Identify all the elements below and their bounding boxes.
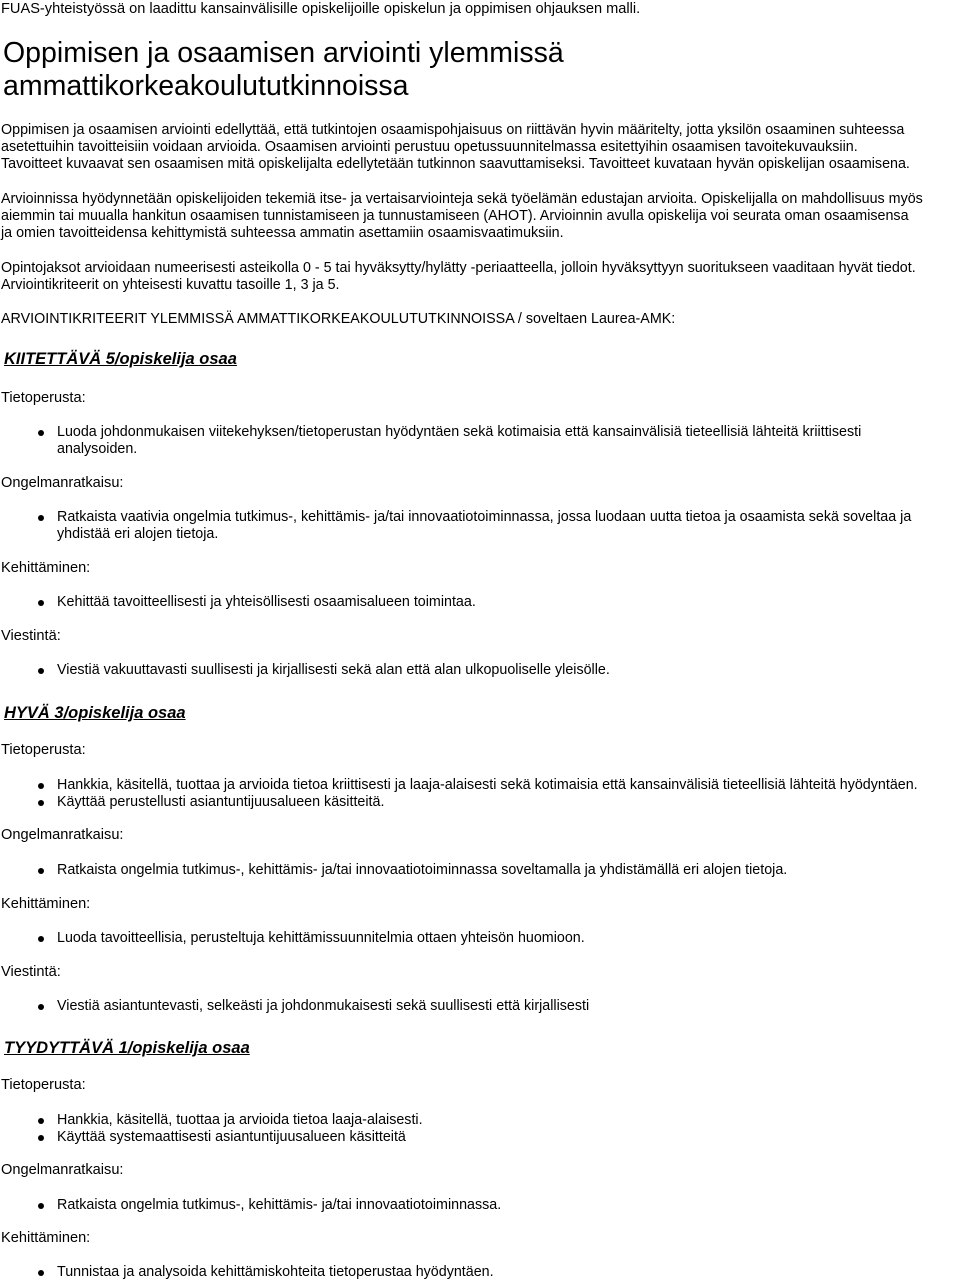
criteria-heading: ARVIOINTIKRITEERIT YLEMMISSÄ AMMATTIKORKEAKOULUTUTKINNOISSA / soveltaen Laurea-AMK: bbox=[1, 311, 676, 327]
list-item: Käyttää perustellusti asiantuntijuusalueen käsitteitä. bbox=[57, 794, 385, 810]
bullet-icon bbox=[38, 936, 44, 942]
list-item: Käyttää systemaattisesti asiantuntijuusalueen käsitteitä bbox=[57, 1129, 406, 1145]
bullet-icon bbox=[38, 600, 44, 606]
list-item: Viestiä asiantuntevasti, selkeästi ja johdonmukaisesti sekä suullisesti että kirjallisesti bbox=[57, 998, 590, 1014]
bullet-icon bbox=[38, 515, 44, 521]
list-item: Kehittää tavoitteellisesti ja yhteisöllisesti osaamisalueen toimintaa. bbox=[57, 594, 476, 610]
group-label: Ongelmanratkaisu: bbox=[1, 1162, 124, 1178]
group-label: Viestintä: bbox=[1, 964, 61, 980]
bullet-icon bbox=[38, 430, 44, 436]
bullet-icon bbox=[38, 1203, 44, 1209]
group-label: Ongelmanratkaisu: bbox=[1, 475, 124, 491]
page-title bbox=[3, 37, 903, 103]
list-item: Luoda tavoitteellisia, perusteltuja kehittämissuunnitelmia ottaen yhteisön huomioon. bbox=[57, 930, 585, 946]
group-label: Ongelmanratkaisu: bbox=[1, 827, 124, 843]
title-line: Oppimisen ja osaamisen arviointi ylemmissä bbox=[3, 37, 564, 69]
group-label: Kehittäminen: bbox=[1, 896, 91, 912]
group-label: Kehittäminen: bbox=[1, 560, 91, 576]
bullet-icon bbox=[38, 800, 44, 806]
bullet-icon bbox=[38, 783, 44, 789]
grading-line: Arviointikriteerit on yhteisesti kuvattu tasoille 1, 3 ja 5. bbox=[1, 277, 340, 293]
assessment-line: Arvioinnissa hyödynnetään opiskelijoiden tekemiä itse- ja vertaisarviointeja sekä työelämän edustajan arvioita. Opiskelijalla on mahdollisuus myös bbox=[1, 191, 923, 207]
level-heading-excellent: KIITETTÄVÄ 5/opiskelija osaa bbox=[4, 350, 237, 368]
intro-line: Oppimisen ja osaamisen arviointi edellyttää, että tutkintojen osaamispohjaisuus on riittävän hyvin määritelty, jotta yksilön osaaminen suhteessa bbox=[1, 122, 905, 138]
list-item: Hankkia, käsitellä, tuottaa ja arvioida tietoa laaja-alaisesti. bbox=[57, 1112, 423, 1128]
group-label: Kehittäminen: bbox=[1, 1230, 91, 1246]
list-item: Ratkaista ongelmia tutkimus-, kehittämis- ja/tai innovaatiotoiminnassa soveltamalla ja yhdistämällä eri alojen tietoja. bbox=[57, 862, 788, 878]
title-line: ammattikorkeakoulututkinnoissa bbox=[3, 70, 409, 102]
bullet-icon bbox=[38, 1004, 44, 1010]
group-label: Viestintä: bbox=[1, 628, 61, 644]
bullet-icon bbox=[38, 1135, 44, 1141]
intro-line: asetettuihin tavoitteisiin voidaan arvioida. Osaamisen arviointi perustuu opetussuunnitelmassa esitettyihin osaamisen tavoitekuvauksiin. bbox=[1, 139, 858, 155]
bullet-icon bbox=[38, 668, 44, 674]
group-label: Tietoperusta: bbox=[1, 742, 86, 758]
list-item: Luoda johdonmukaisen viitekehyksen/tietoperustan hyödyntäen sekä kotimaisia että kansainvälisiä tieteellisiä lähteitä kriittisesti bbox=[57, 424, 862, 440]
list-item: Ratkaista ongelmia tutkimus-, kehittämis- ja/tai innovaatiotoiminnassa. bbox=[57, 1197, 502, 1213]
level-heading-satisfactory: TYYDYTTÄVÄ 1/opiskelija osaa bbox=[4, 1039, 250, 1057]
bullet-icon bbox=[38, 1118, 44, 1124]
assessment-line: aiemmin tai muualla hankitun osaamisen tunnistamiseen ja tunnustamiseen (AHOT). Arvioinnin avulla opiskelija voi seurata oman osaamisensa bbox=[1, 208, 909, 224]
level-heading-good: HYVÄ 3/opiskelija osaa bbox=[4, 704, 186, 722]
group-label: Tietoperusta: bbox=[1, 390, 86, 406]
assessment-line: ja omien tavoitteidensa kehittymistä suhteessa ammatin asettamiin osaamisvaatimuksiin. bbox=[1, 225, 564, 241]
list-item: Viestiä vakuuttavasti suullisesti ja kirjallisesti sekä alan että alan ulkopuoliselle yleisölle. bbox=[57, 662, 610, 678]
intro-line: Tavoitteet kuvaavat sen osaamisen mitä opiskelijalta edellytetään tutkinnon saavuttamiseksi. Tavoitteet kuvataan hyvän opiskelijan osaamisena. bbox=[1, 156, 910, 172]
bullet-icon bbox=[38, 868, 44, 874]
list-item: Ratkaista vaativia ongelmia tutkimus-, kehittämis- ja/tai innovaatiotoiminnassa, jossa luodaan uutta tietoa ja osaamista sekä soveltaa ja bbox=[57, 509, 912, 525]
group-label: Tietoperusta: bbox=[1, 1077, 86, 1093]
list-item-continuation: yhdistää eri alojen tietoja. bbox=[57, 526, 219, 542]
list-item: Tunnistaa ja analysoida kehittämiskohteita tietoperustaa hyödyntäen. bbox=[57, 1264, 494, 1280]
grading-line: Opintojaksot arvioidaan numeerisesti asteikolla 0 - 5 tai hyväksytty/hylätty -periaatteella, jolloin hyväksyttyyn suoritukseen vaaditaan hyvät tiedot. bbox=[1, 260, 916, 276]
top-note: FUAS-yhteistyössä on laadittu kansainvälisille opiskelijoille opiskelun ja oppimisen ohjauksen malli. bbox=[1, 1, 641, 17]
list-item-continuation: analysoiden. bbox=[57, 441, 138, 457]
list-item: Hankkia, käsitellä, tuottaa ja arvioida tietoa kriittisesti ja laaja-alaisesti sekä kotimaisia että kansainvälisiä tieteellisiä lähteitä hyödyntäen. bbox=[57, 777, 918, 793]
bullet-icon bbox=[38, 1270, 44, 1276]
